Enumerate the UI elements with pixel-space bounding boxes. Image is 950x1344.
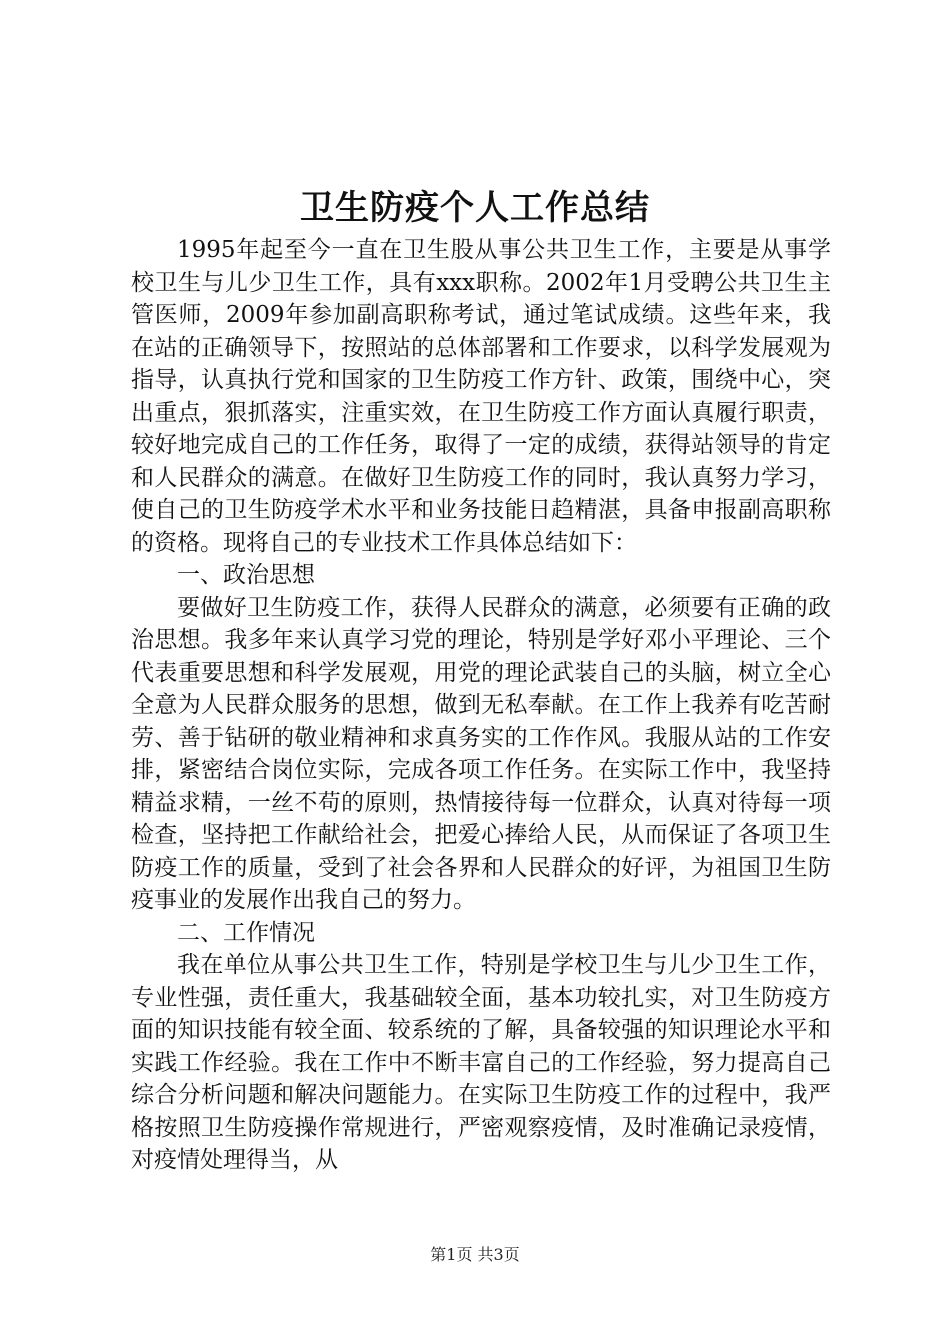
page-footer: 第1页 共3页 — [430, 1245, 520, 1264]
section-heading-politics: 一、政治思想 — [177, 562, 315, 588]
politics-paragraph: 要做好卫生防疫工作，获得人民群众的满意，必须要有正确的政治思想。我多年来认真学习党的理论，特别是学好邓小平理论、三个代表重要思想和科学发展观，用党的理论武装自己的头脑，树立全心全意为人民群众服务的思想，做到无私奉献。在工作上我养有吃苦耐劳、善于钻研的敬业精神和求真务实的工作作风。我服从站的工作安排，紧密结合岗位实际，完成各项工作任务。在实际工作中，我坚持精益求精，一丝不苟的原则，热情接待每一位群众，认真对待每一项检查，坚持把工作献给社会，把爱心捧给人民，从而保证了各项卫生防疫工作的质量，受到了社会各界和人民群众的好评，为祖国卫生防疫事业的发展作出我自己的努力。 — [131, 594, 831, 913]
document-body — [131, 234, 831, 1177]
work-paragraph: 我在单位从事公共卫生工作，特别是学校卫生与儿少卫生工作，专业性强，责任重大，我基础较全面，基本功较扎实，对卫生防疫方面的知识技能有较全面、较系统的了解，具备较强的知识理论水平和实践工作经验。我在工作中不断丰富自己的工作经验，努力提高自己综合分析问题和解决问题能力。在实际卫生防疫工作的过程中，我严格按照卫生防疫操作常规进行，严密观察疫情，及时准确记录疫情，对疫情处理得当，从 — [131, 952, 831, 1173]
document-title: 卫生防疫个人工作总结 — [300, 188, 650, 228]
intro-paragraph: 1995年起至今一直在卫生股从事公共卫生工作，主要是从事学校卫生与儿少卫生工作，具有xxx职称。2002年1月受聘公共卫生主管医师，2009年参加副高职称考试，通过笔试成绩。这些年来，我在站的正确领导下，按照站的总体部署和工作要求，以科学发展观为指导，认真执行党和国家的卫生防疫工作方针、政策，围绕中心，突出重点，狠抓落实，注重实效，在卫生防疫工作方面认真履行职责，较好地完成自己的工作任务，取得了一定的成绩，获得站领导的肯定和人民群众的满意。在做好卫生防疫工作的同时，我认真努力学习，使自己的卫生防疫学术水平和业务技能日趋精湛，具备申报副高职称的资格。现将自己的专业技术工作具体总结如下： — [131, 237, 831, 556]
section-heading-work: 二、工作情况 — [177, 919, 315, 946]
